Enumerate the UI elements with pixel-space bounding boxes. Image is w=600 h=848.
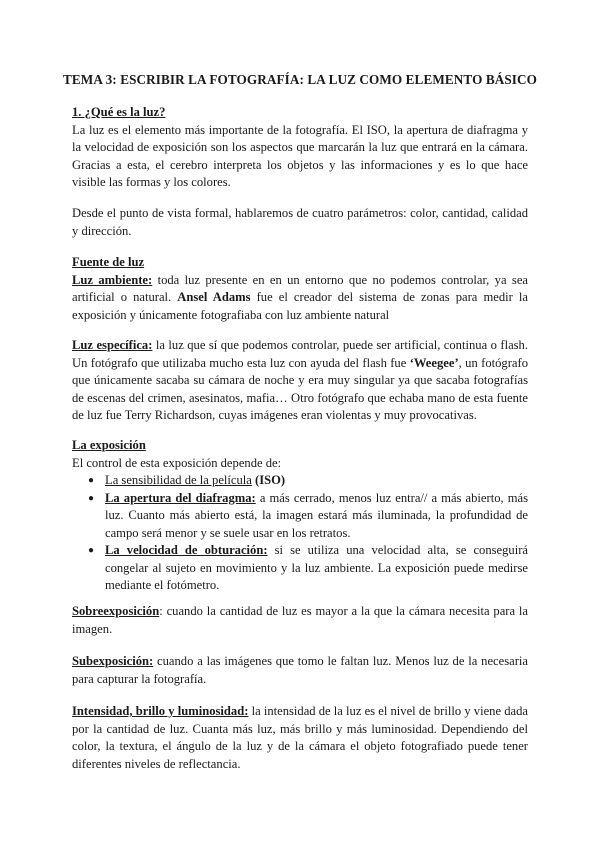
term-underexposure: Subexposición:	[72, 654, 154, 668]
text-run: , un fotógrafo que únicamente sacaba su cámara de noche y era muy singular ya que sacaba fotografías de escenas del crimen, asesinatos, mafia… Otro fotógrafo que echaba mano de esta fuente de luz fue Terry Richardson, cuyas imágenes eran violentas y muy provocativas.	[72, 355, 528, 422]
exposure-factors-list	[72, 472, 528, 595]
term-aperture: La apertura del diafragma:	[105, 490, 256, 505]
term-specific-light: Luz específica:	[72, 338, 153, 352]
term-ambient-light: Luz ambiente:	[72, 272, 153, 287]
bullet-icon: ●	[88, 475, 95, 486]
bullet-icon: ●	[88, 492, 95, 504]
term-iso: (ISO)	[251, 473, 286, 487]
text-run: si se utiliza una velocidad alta, se conseguirá congelar al sujeto en movimiento y la luz ambiente. La exposición puede medirse mediante el fotómetro.	[105, 543, 529, 592]
section-heading: Fuente de luz	[72, 255, 145, 269]
document-title: TEMA 3: ESCRIBIR LA FOTOGRAFÍA: LA LUZ COMO ELEMENTO BÁSICO	[62, 72, 537, 87]
paragraph-ambient-light	[72, 272, 528, 325]
bullet-icon: ●	[88, 545, 95, 556]
paragraph-underexposure	[72, 653, 528, 688]
term-film-sensitivity: La sensibilidad de la película	[105, 473, 252, 487]
section-heading: 1. ¿Qué es la luz?	[72, 105, 166, 119]
text-run: cuando a las imágenes que tomo le faltan luz. Menos luz de la necesaria para capturar la fotografía.	[72, 654, 528, 686]
text-run: la intensidad de la luz es el nivel de brillo y viene dada por la cantidad de luz. Cuanta más luz, más brillo y más luminosidad. Dependiendo del color, la textura, el ángulo de la luz y de la cámara el objeto fotografiado puede tener diferentes niveles de reflectancia.	[72, 704, 528, 771]
text-run: a más cerrado, menos luz entra// a más abierto, más luz. Cuanto más abierto está, la imagen estará más iluminada, la profundidad de campo será menor y se suele usar en los retratos.	[105, 490, 528, 540]
section-heading: La exposición	[72, 438, 146, 452]
paragraph: La luz es el elemento más importante de la fotografía. El ISO, la apertura de diafragma y la velocidad de exposición son los aspectos que marcarán la luz que entrará en la cámara. Gracias a esta, el cerebro interpreta los objetos y las informaciones y es lo que hace visible las formas y los colores.	[72, 122, 528, 189]
paragraph: Desde el punto de vista formal, hablaremos de cuatro parámetros: color, cantidad, calidad y dirección.	[72, 206, 528, 238]
list-item	[72, 472, 528, 490]
list-item	[72, 542, 528, 595]
text-run: : cuando la cantidad de luz es mayor a la que la cámara necesita para la imagen.	[72, 604, 528, 636]
list-item	[72, 490, 528, 543]
paragraph-overexposure	[72, 603, 528, 638]
section-what-is-light	[72, 104, 528, 192]
text-run: toda luz presente en en un entorno que no podemos controlar, ya sea artificial o natural.	[72, 272, 528, 304]
term-intensity: Intensidad, brillo y luminosidad:	[72, 704, 249, 718]
section-light-source	[72, 254, 528, 324]
term-shutter-speed: La velocidad de obturación:	[105, 543, 268, 557]
text-run: fue el creador del sistema de zonas para medir la exposición y únicamente fotografiaba con luz ambiente natural	[72, 290, 528, 322]
paragraph-intensity	[72, 703, 528, 773]
name-ansel-adams: Ansel Adams	[177, 290, 251, 304]
paragraph: El control de esta exposición depende de:	[72, 455, 282, 470]
paragraph-specific-light	[72, 337, 528, 425]
text-run: la luz que sí que podemos controlar, puede ser artificial, continua o flash. Un fotógrafo que utilizaba mucho esta luz con ayuda del flash fue	[72, 338, 528, 370]
term-overexposure: Sobreexposición	[72, 604, 160, 618]
name-weegee: ‘Weegee’	[409, 355, 459, 370]
section-exposure	[72, 437, 528, 595]
